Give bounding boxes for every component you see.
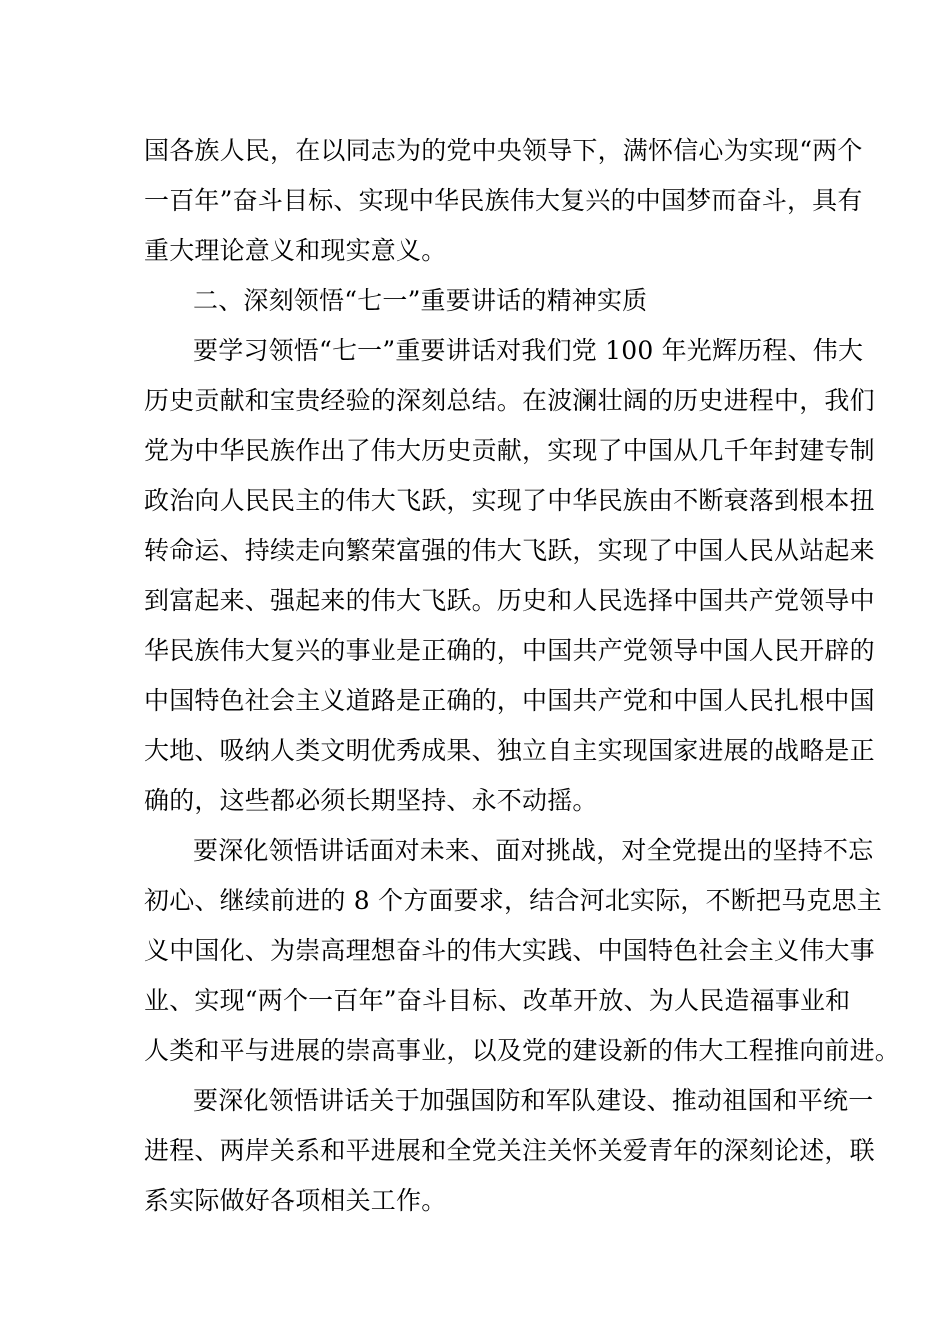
text-line: 大地、吸纳人类文明优秀成果、独立自主实现国家进展的战略是正 (144, 736, 875, 765)
text-line: 人类和平与进展的崇高事业，以及党的建设新的伟大工程推向前进。 (144, 1036, 901, 1065)
text-line: 到富起来、强起来的伟大飞跃。历史和人民选择中国共产党领导中 (144, 586, 875, 615)
paragraph-3 (144, 826, 901, 1076)
text-line: 初心、继续前进的 8 个方面要求，结合河北实际，不断把马克思主 (144, 886, 883, 915)
text-line: 要深化领悟讲话关于加强国防和军队建设、推动祖国和平统一 (193, 1086, 874, 1115)
text-line: 历史贡献和宝贵经验的深刻总结。在波澜壮阔的历史进程中，我们 (144, 386, 875, 415)
section-heading: 二、深刻领悟“七一”重要讲话的精神实质 (193, 286, 648, 315)
text-line: 国各族人民，在以同志为的党中央领导下，满怀信心为实现“两个 (144, 136, 863, 165)
text-line: 一百年”奋斗目标、实现中华民族伟大复兴的中国梦而奋斗，具有 (144, 186, 863, 215)
text-line: 华民族伟大复兴的事业是正确的，中国共产党领导中国人民开辟的 (144, 636, 875, 665)
text-line: 政治向人民民主的伟大飞跃，实现了中华民族由不断衰落到根本扭 (144, 486, 875, 515)
paragraph-4 (144, 1076, 875, 1226)
text-line: 要学习领悟“七一”重要讲话对我们党 100 年光辉历程、伟大 (193, 336, 864, 365)
text-line: 重大理论意义和现实意义。 (144, 236, 447, 265)
paragraph-2 (144, 326, 875, 826)
text-line: 确的，这些都必须长期坚持、永不动摇。 (144, 786, 598, 815)
text-line: 系实际做好各项相关工作。 (144, 1186, 447, 1215)
text-line: 转命运、持续走向繁荣富强的伟大飞跃，实现了中国人民从站起来 (144, 536, 875, 565)
paragraph-1 (144, 126, 863, 276)
text-line: 要深化领悟讲话面对未来、面对挑战，对全党提出的坚持不忘 (193, 836, 874, 865)
text-line: 中国特色社会主义道路是正确的，中国共产党和中国人民扎根中国 (144, 686, 875, 715)
text-line: 党为中华民族作出了伟大历史贡献，实现了中国从几千年封建专制 (144, 436, 875, 465)
text-line: 进程、两岸关系和平进展和全党关注关怀关爱青年的深刻论述，联 (144, 1136, 875, 1165)
document-page (144, 126, 901, 1226)
text-line: 义中国化、为崇高理想奋斗的伟大实践、中国特色社会主义伟大事 (144, 936, 875, 965)
text-line: 业、实现“两个一百年”奋斗目标、改革开放、为人民造福事业和 (144, 986, 851, 1015)
